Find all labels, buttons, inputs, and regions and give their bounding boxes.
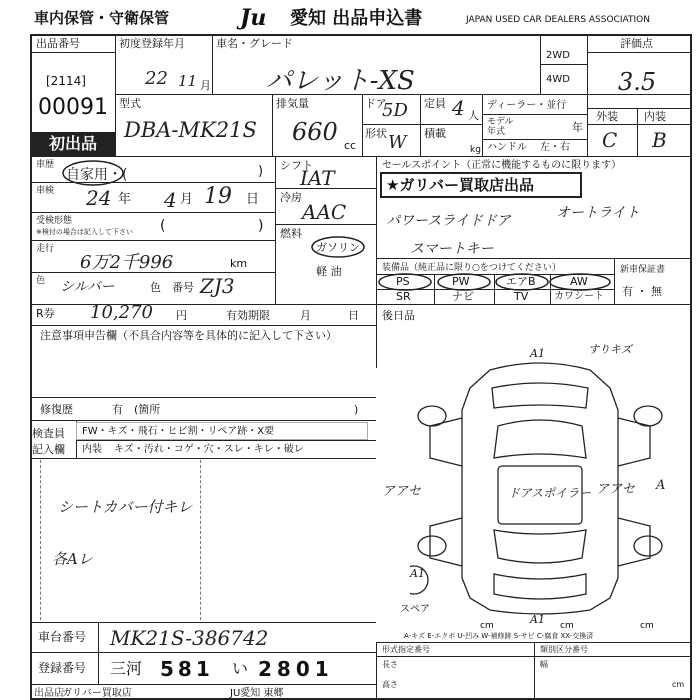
footer-label: 出品店 (34, 688, 64, 699)
color-value: シルバー (60, 279, 115, 295)
load-unit: kg (470, 145, 481, 155)
first-listing-badge: 初出品 (31, 132, 115, 156)
plate-label: 登録番号 (38, 661, 87, 675)
doors-value: 5D (382, 100, 408, 121)
mileage-value: 6万2千996 (80, 252, 174, 273)
equipment-label: 装備品（純正品に限り○をつけてください） (382, 263, 561, 273)
footer-shop: ガリバー買取店 (62, 688, 132, 699)
equip-seat: カワシート (554, 291, 604, 302)
spare-label: スペア (400, 604, 430, 615)
drive-4wd: 4WD (546, 74, 570, 85)
inspector-row-1-text: FW・キズ・飛石・ヒビ割・リペア跡・X要 (82, 426, 275, 437)
inspector-row-2-text: キズ・汚れ・コゲ・穴・スレ・キレ・破レ (114, 444, 304, 455)
dealer-label: ディーラー・並行 (487, 100, 567, 111)
capacity-value: 4 (452, 96, 465, 120)
sales-point-1b: オートライト (556, 205, 640, 221)
diagram-cm-1: cm (480, 621, 494, 631)
sales-point-1: パワースライドドア (386, 213, 511, 229)
capacity-unit: 人 (468, 109, 479, 122)
damage-legend: A-キズ E-エクボ U-凹み W-補修跡 S-サビ C-腐食 XX-交換済 (404, 632, 594, 640)
fuel-gasoline-circle (308, 234, 368, 260)
usage-circle (60, 158, 130, 188)
fuel-label: 燃料 (280, 227, 302, 240)
recycle-month-unit: 月 (300, 309, 311, 322)
storage-note: 車内保管・守衛保管 (34, 9, 170, 27)
fuel-diesel: 軽 油 (316, 265, 342, 278)
equip-ps: PS (396, 275, 410, 288)
damage-mark-3: A1 (410, 567, 425, 580)
fuel-gasoline: ガソリン (316, 241, 360, 254)
shaken-label: 車検 (36, 186, 55, 196)
usage-label: 車歴 (36, 160, 55, 170)
repair-value: 有 (箇所 (112, 403, 161, 416)
after-label: 後日品 (382, 309, 415, 322)
warranty-options: 有 ・ 無 (622, 285, 662, 298)
inspection-type-note: ※検付の場合は記入して下さい (36, 228, 133, 236)
shaken-day-unit: 日 (246, 192, 260, 207)
warranty-label: 新車保証書 (620, 265, 666, 275)
mileage-unit: km (230, 257, 248, 270)
color-code-label: 番号 (172, 281, 194, 294)
form-cert-label: 形式指定番号 (382, 645, 430, 654)
shaken-month-unit: 月 (180, 192, 194, 207)
inspector-label-2: 記入欄 (32, 443, 65, 456)
first-reg-label: 初度登録年月 (119, 37, 185, 50)
shape-label: 形状 (365, 127, 387, 140)
inspection-type-label: 受検形態 (36, 216, 73, 226)
equip-sr: SR (396, 290, 411, 303)
diagram-note-center: ドアスポイラー (508, 486, 592, 500)
equip-navi: ナビ (452, 290, 474, 303)
doors-label: ドア (365, 97, 387, 110)
ac-label: 冷房 (280, 191, 302, 204)
plate-number: 2801 (258, 657, 334, 681)
recycle-value: 10,270 (90, 302, 153, 323)
recycle-label: R券 (36, 307, 55, 320)
chassis-label: 車台番号 (38, 630, 87, 644)
shaken-day: 19 (204, 184, 232, 209)
displacement-label: 排気量 (276, 97, 309, 110)
color-code: ZJ3 (200, 274, 235, 298)
equip-airbag: エアB (506, 275, 536, 288)
interior-label: 内装 (644, 110, 666, 123)
color-label: 色 (36, 276, 46, 286)
equip-tv: TV (514, 290, 529, 303)
ac-value: AAC (302, 200, 347, 224)
first-reg-month: 11 (178, 72, 198, 90)
model-year-label-1: モデル (487, 117, 514, 127)
lot-number: 00091 (38, 95, 108, 120)
load-label: 積載 (424, 127, 446, 140)
width-label: 幅 (540, 660, 548, 669)
inspector-note-2: 各Aレ (52, 550, 93, 568)
equip-pw: PW (452, 275, 470, 288)
inspection-type-paren-close: ) (258, 218, 264, 234)
plate-class: 581 (160, 657, 214, 681)
diagram-cm-2: cm (560, 621, 574, 631)
diagram-note-right: アアセ (596, 482, 635, 497)
repair-label: 修復歴 (40, 403, 73, 416)
chassis-value: MK21S-386742 (110, 626, 269, 650)
campaign-text: ★ガリバー買取店出品 (386, 176, 534, 194)
length-label: 長さ (382, 660, 398, 669)
recycle-day-unit: 日 (348, 309, 359, 322)
footer-branch: JU愛知 東郷 (230, 688, 284, 699)
recycle-unit: 円 (176, 309, 187, 322)
plate-kana: い (232, 659, 249, 678)
interior-grade: B (652, 128, 667, 152)
type-code-label: 型式 (119, 97, 141, 110)
mileage-label: 走行 (36, 244, 55, 254)
drive-2wd: 2WD (546, 50, 570, 61)
height-label: 高さ (382, 680, 398, 689)
exterior-grade: C (602, 128, 618, 152)
inspector-row-2-label: 内装 (82, 444, 102, 455)
sales-points-label: セールスポイント（正常に機能するものに限ります） (382, 160, 622, 171)
repair-close: ) (354, 403, 359, 416)
model-name-value: パレット-XS (266, 66, 415, 96)
diagram-cm-3: cm (640, 621, 654, 631)
score-label: 評価点 (620, 37, 653, 50)
shift-value: IAT (300, 166, 335, 190)
ju-logo (240, 7, 288, 29)
notes-label: 注意事項申告欄（不具合内容等を具体的に記入して下さい） (40, 329, 337, 342)
month-unit: 月 (200, 79, 211, 92)
plate-region: 三河 (110, 659, 143, 678)
equip-aw: AW (570, 275, 588, 288)
class-cert-label: 類別区分番号 (540, 645, 588, 654)
lot-label: 出品番号 (36, 37, 80, 50)
diagram-note-left: アアセ (382, 484, 421, 499)
displacement-value: 660 (292, 118, 338, 146)
shaken-year: 24 (86, 186, 112, 210)
first-reg-year: 22 (145, 68, 168, 89)
model-name-label: 車名・グレード (216, 37, 293, 50)
displacement-unit: cc (344, 139, 357, 152)
inspector-note-1: シートカバー付キレ (58, 498, 193, 516)
inspector-label-1: 検査員 (32, 427, 65, 440)
association-name: JAPAN USED CAR DEALERS ASSOCIATION (466, 15, 650, 25)
lot-sub-number: [2114] (46, 74, 86, 88)
damage-mark-2: すりキズ (588, 343, 632, 356)
ju-logo-text: Ju (240, 5, 267, 31)
handle-label: ハンドル (487, 142, 527, 153)
exterior-label: 外装 (596, 110, 618, 123)
model-year-unit: 年 (572, 121, 583, 134)
usage-close: ) (258, 164, 264, 179)
equipment-circles (376, 272, 616, 292)
damage-mark-4: A1 (530, 613, 545, 626)
handle-options: 左・右 (540, 142, 570, 153)
shaken-month: 4 (164, 188, 177, 212)
model-year-label-2: 年式 (487, 127, 506, 137)
shift-label: シフト (280, 159, 313, 172)
inspection-type-paren-open: ( (160, 218, 166, 234)
shape-value: W (388, 132, 407, 153)
sales-point-2: スマートキー (410, 241, 494, 257)
usage-value: 自家用・( (66, 167, 128, 183)
recycle-valid-label: 有効期限 (226, 309, 270, 322)
damage-mark-1: A1 (530, 347, 545, 360)
color-sub-label: 色 (150, 281, 161, 294)
capacity-label: 定員 (424, 97, 446, 110)
form-cert-cm: cm (672, 680, 685, 689)
shaken-year-unit: 年 (118, 192, 132, 207)
form-title: 愛知 出品申込書 (290, 8, 423, 29)
type-code-value: DBA-MK21S (124, 118, 257, 142)
diagram-note-right-2: A (656, 478, 666, 493)
score-value: 3.5 (618, 68, 657, 96)
